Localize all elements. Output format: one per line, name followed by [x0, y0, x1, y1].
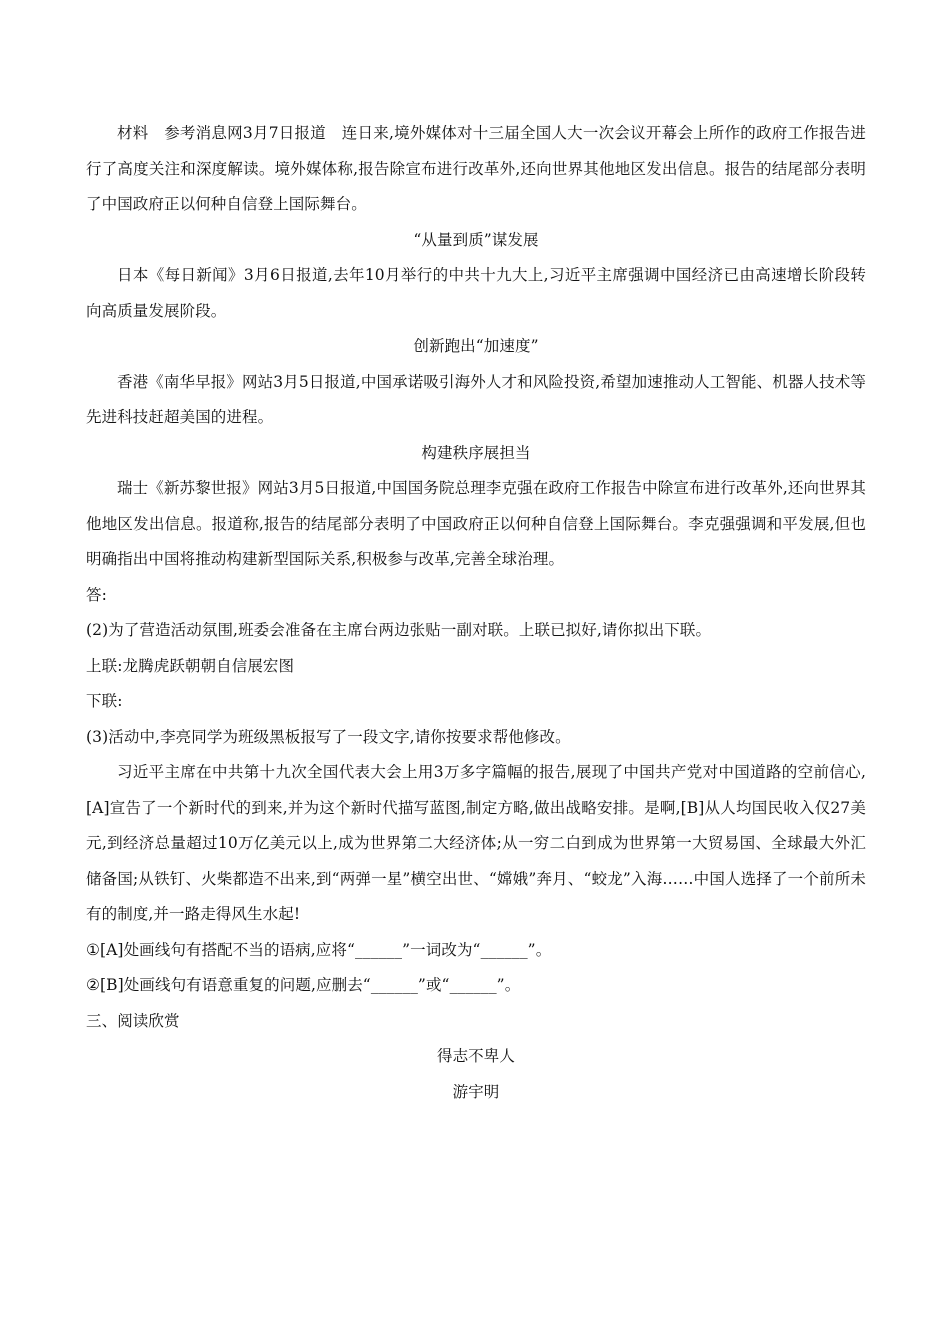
- document-page: [86, 116, 866, 1110]
- couplet-lower: 下联:: [86, 692, 123, 710]
- section2-title: 创新跑出“加速度”: [413, 337, 539, 355]
- section-heading: 三、阅读欣赏: [86, 1011, 180, 1030]
- question3-passage: 习近平主席在中共第十九次全国代表大会上用3万多字篇幅的报告,展现了中国共产党对中国道路的空前信心,[A]宣告了一个新时代的到来,并为这个新时代描写蓝图,制定方略,做出战略安排。是啊,[B]从人均国民收入仅27美元,到经济总量超过10万亿美元以上,成为世界第二大经济体;从一穷二白到成为世界第一大贸易国、全球最大外汇储备国;从铁钉、火柴都造不出来,到“两弹一星”横空出世、“嫦娥”奔月、“蛟龙”入海……中国人选择了一个前所未有的制度,并一路走得风生水起!: [86, 763, 866, 923]
- section1-text: 日本《每日新闻》3月6日报道,去年10月举行的中共十九大上,习近平主席强调中国经济已由高速增长阶段转向高质量发展阶段。: [86, 266, 866, 320]
- section3-title: 构建秩序展担当: [421, 443, 531, 462]
- section2-text: 香港《南华早报》网站3月5日报道,中国承诺吸引海外人才和风险投资,希望加速推动人工智能、机器人技术等先进科技赶超美国的进程。: [86, 372, 866, 426]
- article-author: 游宇明: [452, 1082, 500, 1101]
- article-title: 得志不卑人: [436, 1047, 515, 1065]
- answer-label: 答:: [86, 585, 107, 604]
- question2-prompt: (2)为了营造活动氛围,班委会准备在主席台两边张贴一副对联。上联已拟好,请你拟出下联。: [86, 621, 712, 639]
- question3-prompt: (3)活动中,李亮同学为班级黑板报写了一段文字,请你按要求帮他修改。: [86, 727, 571, 746]
- section3-text: 瑞士《新苏黎世报》网站3月5日报道,中国国务院总理李克强在政府工作报告中除宣布进行改革外,还向世界其他地区发出信息。报道称,报告的结尾部分表明了中国政府正以何种自信登上国际舞台。李克强强调和平发展,但也明确指出中国将推动构建新型国际关系,积极参与改革,完善全球治理。: [86, 479, 866, 568]
- question3-item1: ①[A]处画线句有搭配不当的语病,应将“______”一词改为“______”。: [86, 940, 552, 959]
- question3-item2: ②[B]处画线句有语意重复的问题,应删去“______”或“______”。: [86, 976, 521, 994]
- couplet-upper: 上联:龙腾虎跃朝朝自信展宏图: [86, 656, 295, 675]
- material-paragraph: 材料 参考消息网3月7日报道 连日来,境外媒体对十三届全国人大一次会议开幕会上所作的政府工作报告进行了高度关注和深度解读。境外媒体称,报告除宣布进行改革外,还向世界其他地区发出信息。报告的结尾部分表明了中国政府正以何种自信登上国际舞台。: [86, 124, 866, 213]
- section1-title: “从量到质”谋发展: [413, 230, 539, 249]
